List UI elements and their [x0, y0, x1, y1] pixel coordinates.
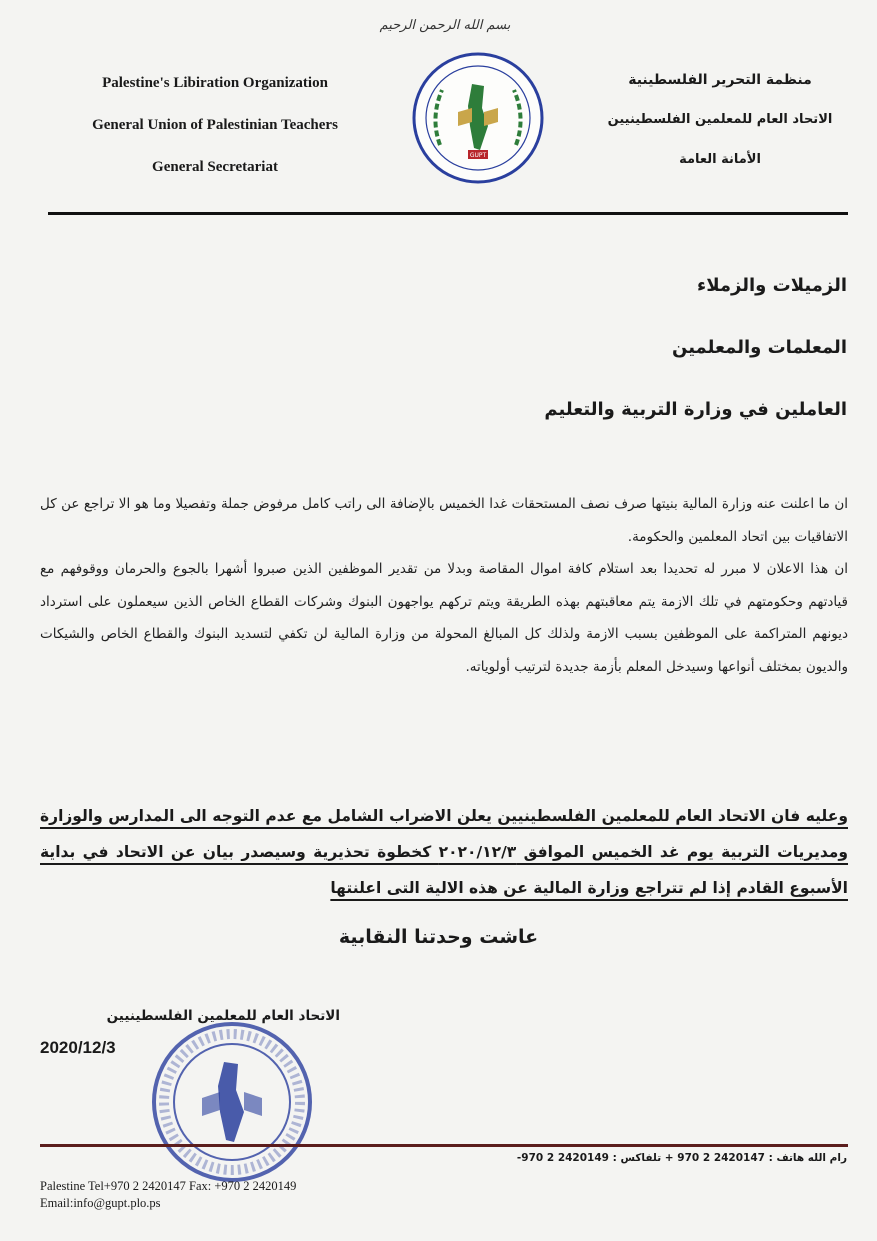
salutation-line: المعلمات والمعلمين [672, 337, 847, 358]
letter-body [40, 488, 848, 683]
union-logo [410, 50, 546, 186]
slogan: عاشت وحدتنا النقابية [338, 926, 539, 948]
footer-email[interactable]: Email:info@gupt.plo.ps [40, 1196, 161, 1210]
header-en-secretariat: General Secretariat [152, 159, 278, 175]
logo-label: GUPT [469, 152, 487, 159]
footer-contact-arabic: رام الله هاتف : 2420147 2 970 + تلفاكس : 2420149 2 970- [516, 1152, 847, 1164]
header-en-union: General Union of Palestinian Teachers [92, 117, 338, 133]
footer-telephone: Palestine Tel+970 2 2420147 Fax: +970 2 2420149 [40, 1179, 297, 1193]
salutation [247, 270, 847, 456]
signature-date: 2020/12/3 [40, 1038, 116, 1057]
body-paragraph-2: ان هذا الاعلان لا مبرر له تحديدا بعد استلام كافة اموال المقاصة وبدلا من تقدير الموظفين الذين صبروا أشهرا بالجوع والحرمان ووقوفهم مع قيادتهم وحكومتهم في تلك الازمة يتم معاقبتهم بهذه الطريقة ويتم تركهم يواجهون البنوك وشركات القطاع الخاص الذين سيعملون على استرداد ديونهم المتراكمة على الموظفين بسبب الازمة ولذلك كل المبالغ المحولة من وزارة المالية لن تكفي لتسديد البنوك والقطاع الخاص والشيكات والديون بمختلف أنواعها وسيدخل المعلم بأزمة جديدة لترتيب أولوياته. [40, 561, 848, 675]
header-english [50, 72, 380, 198]
body-paragraph-1: ان ما اعلنت عنه وزارة المالية بنيتها صرف نصف المستحقات غدا الخميس بالإضافة الى راتب كامل مرفوض جملة وتفصيلا وما هو الا تراجع عن كل الاتفاقيات بين اتحاد المعلمين والحكومة. [40, 496, 848, 545]
footer-contact-english [40, 1178, 440, 1212]
salutation-line: الزميلات والزملاء [697, 275, 847, 296]
strike-decision: وعليه فان الاتحاد العام للمعلمين الفلسطينيين يعلن الاضراب الشامل مع عدم التوجه الى المدارس والوزارة ومديريات التربية يوم غد الخميس الموافق ٢٠٢٠/١٢/٣ كخطوة تحذيرية وسيصدر بيان عن الاتحاد في بداية الأسبوع القادم إذا لم تتراجع وزارة المالية عن هذه الالية التى اعلنتها [40, 807, 849, 897]
salutation-line: العاملين في وزارة التربية والتعليم [544, 399, 847, 420]
official-stamp [150, 1020, 315, 1185]
header-ar-union: الاتحاد العام للمعلمين الفلسطينيين [607, 112, 833, 127]
basmala: بسم الله الرحمن الرحيم [379, 18, 511, 33]
header-ar-org: منظمة التحرير الفلسطينية [628, 72, 812, 88]
header-en-org: Palestine's Libiration Organization [102, 75, 328, 91]
footer-divider [40, 1144, 848, 1147]
header-ar-secretariat: الأمانة العامة [679, 152, 761, 167]
header-divider [48, 212, 848, 215]
header-arabic [595, 68, 845, 188]
signature-name: الاتحاد العام للمعلمين الفلسطينيين [106, 1008, 340, 1024]
